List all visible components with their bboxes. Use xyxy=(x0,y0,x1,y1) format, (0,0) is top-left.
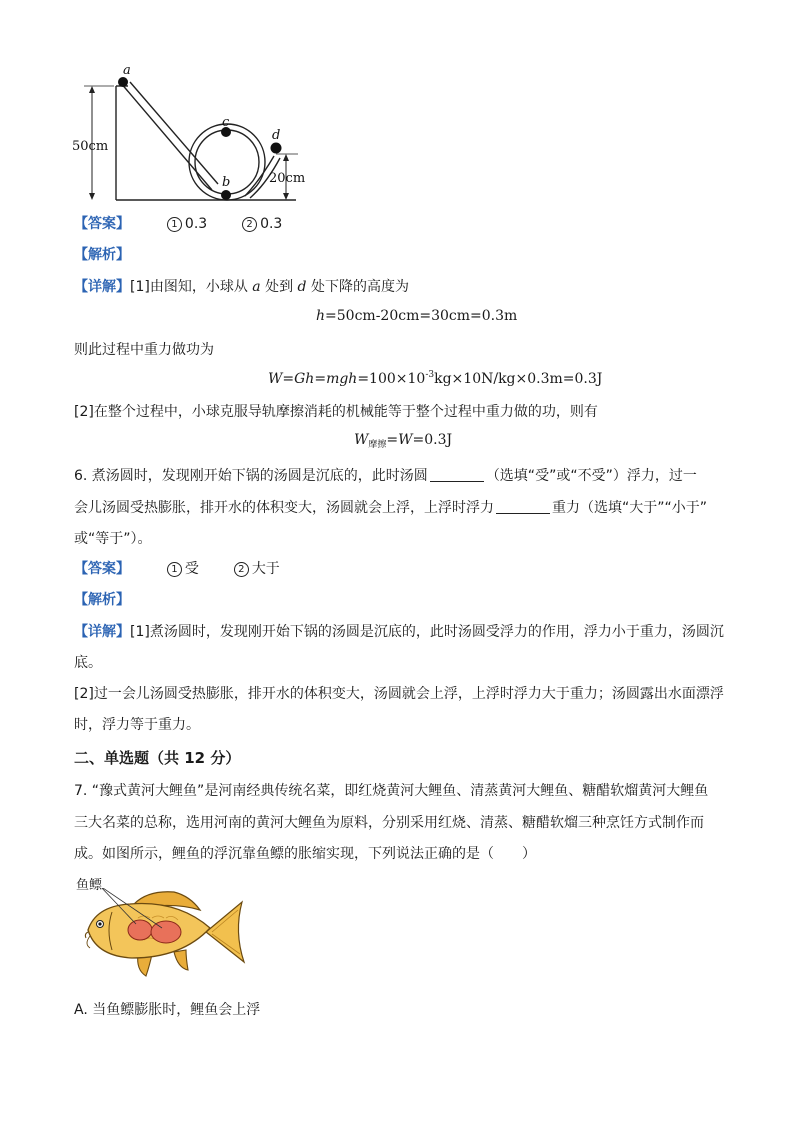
q5-detail-1 xyxy=(74,276,409,296)
q6-detail-1b: 底。 xyxy=(74,655,102,671)
q6-text: 会儿汤圆受热膨胀，排开水的体积变大，汤圆就会上浮，上浮时浮力 xyxy=(74,500,494,516)
label-c: c xyxy=(222,115,230,130)
fish-label: 鱼鳔 xyxy=(76,878,103,893)
q5-detail-text: 处到 xyxy=(265,279,298,295)
label-b: b xyxy=(222,175,231,190)
eq-text: =100×10 xyxy=(357,371,426,387)
q5-equation-3 xyxy=(354,432,452,448)
circled-number: 2 xyxy=(234,562,249,577)
q6-text: 重力（选填“大于”“小于” xyxy=(552,500,708,516)
answer-tag: 【答案】 xyxy=(74,561,130,577)
q5-detail-text: [1]由图知，小球从 xyxy=(130,279,253,295)
q7-line-1: 7. “豫式黄河大鲤鱼”是河南经典传统名菜，即红烧黄河大鲤鱼、清蒸黄河大鲤鱼、糖醋软熘黄河大鲤鱼 xyxy=(74,783,709,799)
q6-analysis-tag: 【解析】 xyxy=(74,592,130,608)
circled-number: 2 xyxy=(242,217,257,232)
q5-detail-2: [2]在整个过程中，小球克服导轨摩擦消耗的机械能等于整个过程中重力做的功，则有 xyxy=(74,404,598,420)
eq-text: =50cm-20cm=30cm=0.3m xyxy=(325,308,518,324)
var-d: d xyxy=(297,279,307,295)
q5-detail-text: 处下降的高度为 xyxy=(310,279,409,295)
q6-detail-1 xyxy=(74,621,724,641)
eq-text: =0.3J xyxy=(412,432,453,448)
q6-line-3: 或“等于”）。 xyxy=(74,531,152,547)
track-diagram xyxy=(70,60,320,210)
label-20cm: 20cm xyxy=(269,171,306,186)
eq-superscript: -3 xyxy=(425,370,435,380)
carp-illustration xyxy=(78,888,248,980)
q6-line-2 xyxy=(74,497,707,517)
ball-b xyxy=(221,190,231,200)
swim-bladder-front xyxy=(128,920,152,940)
var-mgh: mgh xyxy=(326,371,358,387)
q5-answer-2: 0.3 xyxy=(260,216,283,232)
circled-number: 1 xyxy=(167,217,182,232)
answer-blank xyxy=(430,467,484,482)
label-d: d xyxy=(272,128,281,143)
eq-text: = xyxy=(282,371,295,387)
q6-text: 6. 煮汤圆时，发现刚开始下锅的汤圆是沉底的，此时汤圆 xyxy=(74,468,428,484)
eq-text: kg×10N/kg×0.3m=0.3J xyxy=(434,371,603,387)
q6-detail-2b: 时，浮力等于重力。 xyxy=(74,717,200,733)
answer-blank xyxy=(496,499,550,514)
q6-answer-line xyxy=(74,558,280,578)
var-Gh: Gh xyxy=(294,371,315,387)
q6-line-1 xyxy=(74,465,697,485)
q7-line-3: 成。如图所示，鲤鱼的浮沉靠鱼鳔的胀缩实现，下列说法正确的是（ ） xyxy=(74,846,536,862)
var-W: W xyxy=(398,432,413,448)
answer-tag: 【答案】 xyxy=(74,216,130,232)
swim-bladder-rear xyxy=(151,921,181,943)
section-title: 二、单选题（共 12 分） xyxy=(74,749,241,767)
var-a: a xyxy=(252,279,261,295)
eq-text: = xyxy=(314,371,327,387)
q6-text: （选填“受”或“不受”）浮力，过一 xyxy=(485,468,697,484)
q6-detail-2: [2]过一会儿汤圆受热膨胀，排开水的体积变大，汤圆就会上浮，上浮时浮力大于重力；汤圆露出水面漂浮 xyxy=(74,686,724,702)
ball-d xyxy=(271,143,282,154)
detail-tag: 【详解】 xyxy=(74,624,130,640)
eq-text: = xyxy=(386,432,399,448)
q5-text-2: 则此过程中重力做功为 xyxy=(74,342,214,358)
q7-option-a[interactable]: A. 当鱼鳔膨胀时，鲤鱼会上浮 xyxy=(74,1002,261,1018)
q5-analysis-tag: 【解析】 xyxy=(74,247,130,263)
q6-answer-2: 大于 xyxy=(251,561,280,577)
eq-subscript: 摩擦 xyxy=(368,440,387,450)
q6-detail-text: [1]煮汤圆时，发现刚开始下锅的汤圆是沉底的，此时汤圆受浮力的作用，浮力小于重力，汤圆沉 xyxy=(130,624,724,640)
label-a: a xyxy=(123,63,131,78)
var-h: h xyxy=(316,308,326,324)
circled-number: 1 xyxy=(167,562,182,577)
var-W: W xyxy=(354,432,369,448)
q5-equation-2 xyxy=(268,371,602,387)
var-W: W xyxy=(268,371,283,387)
ball-a xyxy=(118,77,128,87)
label-50cm: 50cm xyxy=(72,139,109,154)
q5-equation-1 xyxy=(316,308,517,324)
q5-answer-line xyxy=(74,213,282,233)
q5-answer-1: 0.3 xyxy=(184,216,208,232)
q6-answer-1: 受 xyxy=(184,561,199,577)
q7-line-2: 三大名菜的总称，选用河南的黄河大鲤鱼为原料，分别采用红烧、清蒸、糖醋软熘三种烹饪方式制作而 xyxy=(74,815,704,831)
detail-tag: 【详解】 xyxy=(74,279,130,295)
